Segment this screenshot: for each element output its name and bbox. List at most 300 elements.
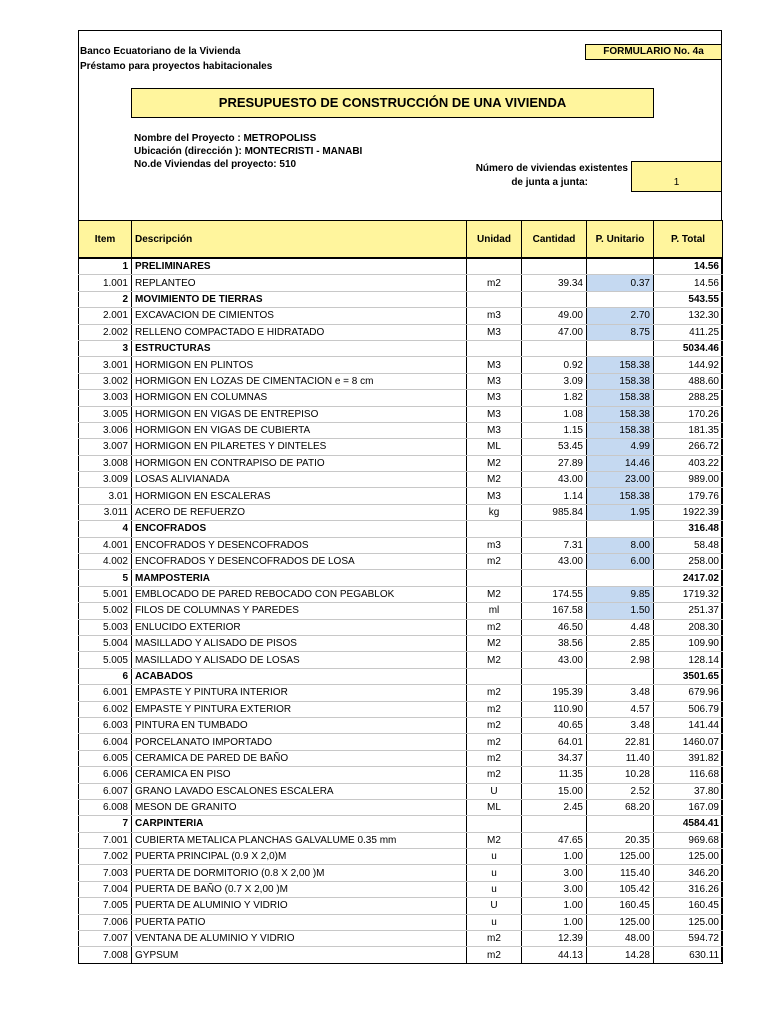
quantity-cell: 43.00 (522, 472, 587, 488)
quantity-cell: 43.00 (522, 554, 587, 570)
quantity-cell: 3.09 (522, 373, 587, 389)
total-price-cell: 288.25 (654, 390, 723, 406)
unit-cell: u (467, 865, 522, 881)
unit-price-cell: 1.95 (587, 504, 654, 520)
unit-cell: U (467, 898, 522, 914)
item-cell: 3.005 (79, 406, 132, 422)
section-row (79, 668, 723, 684)
description-cell: REPLANTEO (132, 275, 467, 291)
total-price-cell: 403.22 (654, 455, 723, 471)
total-price-cell: 167.09 (654, 799, 723, 815)
total-price-cell: 128.14 (654, 652, 723, 668)
item-cell: 2.002 (79, 324, 132, 340)
item-cell: 7.004 (79, 881, 132, 897)
quantity-cell: 1.82 (522, 390, 587, 406)
quantity-cell: 12.39 (522, 931, 587, 947)
section-row (79, 258, 723, 275)
unit-cell (467, 668, 522, 684)
unit-cell: m2 (467, 750, 522, 766)
item-cell: 6.002 (79, 701, 132, 717)
unit-price-cell: 8.75 (587, 324, 654, 340)
total-price-cell: 109.90 (654, 635, 723, 651)
unit-price-cell: 23.00 (587, 472, 654, 488)
total-price-cell: 488.60 (654, 373, 723, 389)
quantity-cell: 3.00 (522, 865, 587, 881)
quantity-cell: 39.34 (522, 275, 587, 291)
item-cell: 5.002 (79, 603, 132, 619)
project-homes: No.de Viviendas del proyecto: 510 (134, 159, 297, 170)
unit-cell: M2 (467, 586, 522, 602)
unit-cell: m2 (467, 947, 522, 963)
quantity-cell: 40.65 (522, 717, 587, 733)
unit-price-cell: 9.85 (587, 586, 654, 602)
item-cell: 7.003 (79, 865, 132, 881)
quantity-cell: 11.35 (522, 767, 587, 783)
item-cell: 3.007 (79, 439, 132, 455)
description-cell: RELLENO COMPACTADO E HIDRATADO (132, 324, 467, 340)
quantity-cell: 3.00 (522, 881, 587, 897)
org-name: Banco Ecuatoriano de la Vivienda (80, 46, 241, 57)
quantity-cell: 64.01 (522, 734, 587, 750)
total-price-cell: 14.56 (654, 275, 723, 291)
section-row (79, 521, 723, 537)
table-row (79, 767, 723, 783)
unit-cell: u (467, 881, 522, 897)
table-row (79, 504, 723, 520)
unit-price-cell: 158.38 (587, 390, 654, 406)
description-cell: MOVIMIENTO DE TIERRAS (132, 291, 467, 307)
description-cell: MASILLADO Y ALISADO DE LOSAS (132, 652, 467, 668)
unit-price-cell (587, 570, 654, 586)
item-cell: 5.004 (79, 635, 132, 651)
unit-cell: ml (467, 603, 522, 619)
item-cell: 4.001 (79, 537, 132, 553)
unit-cell: M2 (467, 652, 522, 668)
unit-price-cell: 158.38 (587, 422, 654, 438)
quantity-cell: 27.89 (522, 455, 587, 471)
item-cell: 6.006 (79, 767, 132, 783)
item-cell: 2 (79, 291, 132, 307)
unit-cell: m2 (467, 931, 522, 947)
description-cell: CERAMICA EN PISO (132, 767, 467, 783)
description-cell: ACABADOS (132, 668, 467, 684)
total-price-cell: 5034.46 (654, 340, 723, 356)
unit-price-cell: 2.85 (587, 635, 654, 651)
table-row (79, 701, 723, 717)
description-cell: ESTRUCTURAS (132, 340, 467, 356)
item-cell: 3.011 (79, 504, 132, 520)
unit-cell: m3 (467, 308, 522, 324)
table-row (79, 537, 723, 553)
item-cell: 3 (79, 340, 132, 356)
description-cell: CUBIERTA METALICA PLANCHAS GALVALUME 0.35 mm (132, 832, 467, 848)
description-cell: ENCOFRADOS (132, 521, 467, 537)
quantity-cell: 44.13 (522, 947, 587, 963)
section-row (79, 570, 723, 586)
document-title: PRESUPUESTO DE CONSTRUCCIÓN DE UNA VIVIENDA (131, 88, 654, 118)
unit-cell: ML (467, 439, 522, 455)
unit-price-cell: 48.00 (587, 931, 654, 947)
unit-price-cell (587, 258, 654, 275)
description-cell: HORMIGON EN VIGAS DE CUBIERTA (132, 422, 467, 438)
quantity-cell (522, 258, 587, 275)
quantity-cell: 43.00 (522, 652, 587, 668)
total-price-cell: 170.26 (654, 406, 723, 422)
total-price-cell: 411.25 (654, 324, 723, 340)
unit-cell: M3 (467, 390, 522, 406)
unit-cell: m2 (467, 685, 522, 701)
quantity-cell: 34.37 (522, 750, 587, 766)
total-price-cell: 37.80 (654, 783, 723, 799)
item-cell: 4.002 (79, 554, 132, 570)
unit-cell (467, 570, 522, 586)
item-cell: 3.008 (79, 455, 132, 471)
unit-cell: M3 (467, 324, 522, 340)
quantity-cell: 38.56 (522, 635, 587, 651)
table-row (79, 619, 723, 635)
table-row (79, 734, 723, 750)
table-row (79, 898, 723, 914)
table-row (79, 750, 723, 766)
table-row (79, 717, 723, 733)
item-cell: 7 (79, 816, 132, 832)
unit-price-cell (587, 340, 654, 356)
description-cell: PORCELANATO IMPORTADO (132, 734, 467, 750)
unit-cell: M2 (467, 832, 522, 848)
total-price-cell: 116.68 (654, 767, 723, 783)
description-cell: ENCOFRADOS Y DESENCOFRADOS DE LOSA (132, 554, 467, 570)
table-row (79, 390, 723, 406)
description-cell: HORMIGON EN COLUMNAS (132, 390, 467, 406)
column-header-total-price: P. Total (654, 221, 723, 259)
unit-price-cell: 68.20 (587, 799, 654, 815)
existing-homes-value: 1 (631, 161, 722, 192)
unit-price-cell: 115.40 (587, 865, 654, 881)
unit-cell: m2 (467, 275, 522, 291)
table-row (79, 406, 723, 422)
unit-price-cell: 22.81 (587, 734, 654, 750)
unit-price-cell: 160.45 (587, 898, 654, 914)
description-cell: CERAMICA DE PARED DE BAÑO (132, 750, 467, 766)
unit-price-cell (587, 521, 654, 537)
column-header-unit-price: P. Unitario (587, 221, 654, 259)
total-price-cell: 969.68 (654, 832, 723, 848)
total-price-cell: 2417.02 (654, 570, 723, 586)
item-cell: 5.005 (79, 652, 132, 668)
total-price-cell: 125.00 (654, 849, 723, 865)
unit-cell: M3 (467, 488, 522, 504)
item-cell: 2.001 (79, 308, 132, 324)
table-row (79, 947, 723, 963)
description-cell: HORMIGON EN VIGAS DE ENTREPISO (132, 406, 467, 422)
column-header-unit: Unidad (467, 221, 522, 259)
description-cell: ACERO DE REFUERZO (132, 504, 467, 520)
table-row (79, 275, 723, 291)
quantity-cell (522, 521, 587, 537)
total-price-cell: 630.11 (654, 947, 723, 963)
table-row (79, 439, 723, 455)
description-cell: PUERTA DE BAÑO (0.7 X 2,00 )M (132, 881, 467, 897)
item-cell: 6.008 (79, 799, 132, 815)
table-row (79, 931, 723, 947)
quantity-cell: 1.08 (522, 406, 587, 422)
column-header-item: Item (79, 221, 132, 259)
item-cell: 4 (79, 521, 132, 537)
quantity-cell: 0.92 (522, 357, 587, 373)
unit-price-cell: 158.38 (587, 357, 654, 373)
column-header-description: Descripción (132, 221, 467, 259)
quantity-cell: 1.00 (522, 898, 587, 914)
quantity-cell: 46.50 (522, 619, 587, 635)
quantity-cell: 47.00 (522, 324, 587, 340)
table-row (79, 881, 723, 897)
quantity-cell: 15.00 (522, 783, 587, 799)
column-header-quantity: Cantidad (522, 221, 587, 259)
unit-cell: m2 (467, 717, 522, 733)
description-cell: HORMIGON EN ESCALERAS (132, 488, 467, 504)
unit-price-cell: 4.57 (587, 701, 654, 717)
form-number-label: FORMULARIO No. 4a (585, 44, 722, 60)
total-price-cell: 132.30 (654, 308, 723, 324)
table-row (79, 373, 723, 389)
description-cell: PUERTA DE DORMITORIO (0.8 X 2,00 )M (132, 865, 467, 881)
unit-cell (467, 816, 522, 832)
unit-cell (467, 340, 522, 356)
item-cell: 6.007 (79, 783, 132, 799)
total-price-cell: 391.82 (654, 750, 723, 766)
quantity-cell: 167.58 (522, 603, 587, 619)
total-price-cell: 989.00 (654, 472, 723, 488)
total-price-cell: 1460.07 (654, 734, 723, 750)
unit-price-cell: 125.00 (587, 849, 654, 865)
total-price-cell: 160.45 (654, 898, 723, 914)
table-row (79, 685, 723, 701)
item-cell: 3.01 (79, 488, 132, 504)
description-cell: ENLUCIDO EXTERIOR (132, 619, 467, 635)
item-cell: 3.006 (79, 422, 132, 438)
total-price-cell: 316.48 (654, 521, 723, 537)
description-cell: VENTANA DE ALUMINIO Y VIDRIO (132, 931, 467, 947)
item-cell: 6.005 (79, 750, 132, 766)
unit-price-cell: 2.52 (587, 783, 654, 799)
total-price-cell: 258.00 (654, 554, 723, 570)
table-row (79, 586, 723, 602)
item-cell: 1 (79, 258, 132, 275)
total-price-cell: 594.72 (654, 931, 723, 947)
quantity-cell: 1.00 (522, 914, 587, 930)
item-cell: 5.003 (79, 619, 132, 635)
unit-price-cell (587, 668, 654, 684)
table-row (79, 488, 723, 504)
unit-price-cell: 2.70 (587, 308, 654, 324)
unit-cell: m2 (467, 554, 522, 570)
quantity-cell: 49.00 (522, 308, 587, 324)
item-cell: 3.009 (79, 472, 132, 488)
table-row (79, 783, 723, 799)
description-cell: EMPASTE Y PINTURA EXTERIOR (132, 701, 467, 717)
item-cell: 7.001 (79, 832, 132, 848)
total-price-cell: 251.37 (654, 603, 723, 619)
description-cell: GRANO LAVADO ESCALONES ESCALERA (132, 783, 467, 799)
item-cell: 1.001 (79, 275, 132, 291)
total-price-cell: 141.44 (654, 717, 723, 733)
quantity-cell: 53.45 (522, 439, 587, 455)
unit-price-cell: 2.98 (587, 652, 654, 668)
total-price-cell: 144.92 (654, 357, 723, 373)
unit-price-cell: 14.28 (587, 947, 654, 963)
quantity-cell: 47.65 (522, 832, 587, 848)
table-row (79, 914, 723, 930)
total-price-cell: 506.79 (654, 701, 723, 717)
unit-cell: m3 (467, 537, 522, 553)
quantity-cell: 174.55 (522, 586, 587, 602)
item-cell: 7.002 (79, 849, 132, 865)
item-cell: 6.004 (79, 734, 132, 750)
quantity-cell: 7.31 (522, 537, 587, 553)
unit-cell (467, 258, 522, 275)
unit-price-cell: 3.48 (587, 685, 654, 701)
item-cell: 7.008 (79, 947, 132, 963)
total-price-cell: 543.55 (654, 291, 723, 307)
quantity-cell: 1.14 (522, 488, 587, 504)
description-cell: HORMIGON EN PLINTOS (132, 357, 467, 373)
unit-cell: m2 (467, 734, 522, 750)
description-cell: MAMPOSTERIA (132, 570, 467, 586)
quantity-cell: 1.00 (522, 849, 587, 865)
unit-price-cell: 6.00 (587, 554, 654, 570)
project-name: Nombre del Proyecto : METROPOLISS (134, 133, 317, 144)
table-row (79, 832, 723, 848)
unit-cell: m2 (467, 701, 522, 717)
unit-price-cell (587, 816, 654, 832)
description-cell: LOSAS ALIVIANADA (132, 472, 467, 488)
unit-cell: u (467, 849, 522, 865)
item-cell: 7.007 (79, 931, 132, 947)
total-price-cell: 346.20 (654, 865, 723, 881)
unit-cell: U (467, 783, 522, 799)
description-cell: MESON DE GRANITO (132, 799, 467, 815)
unit-cell: m2 (467, 767, 522, 783)
table-row (79, 799, 723, 815)
item-cell: 3.002 (79, 373, 132, 389)
project-info (134, 132, 362, 171)
unit-cell: u (467, 914, 522, 930)
total-price-cell: 14.56 (654, 258, 723, 275)
unit-price-cell: 10.28 (587, 767, 654, 783)
item-cell: 6.001 (79, 685, 132, 701)
unit-cell: M3 (467, 373, 522, 389)
section-row (79, 816, 723, 832)
item-cell: 6 (79, 668, 132, 684)
unit-cell: M3 (467, 422, 522, 438)
description-cell: PUERTA PRINCIPAL (0.9 X 2,0)M (132, 849, 467, 865)
description-cell: FILOS DE COLUMNAS Y PAREDES (132, 603, 467, 619)
total-price-cell: 4584.41 (654, 816, 723, 832)
unit-price-cell: 1.50 (587, 603, 654, 619)
table-row (79, 635, 723, 651)
organization-header (80, 44, 272, 74)
unit-cell: M3 (467, 357, 522, 373)
description-cell: PUERTA DE ALUMINIO Y VIDRIO (132, 898, 467, 914)
quantity-cell: 195.39 (522, 685, 587, 701)
existing-homes-label (460, 162, 628, 190)
description-cell: GYPSUM (132, 947, 467, 963)
table-row (79, 603, 723, 619)
table-row (79, 472, 723, 488)
unit-price-cell: 105.42 (587, 881, 654, 897)
unit-price-cell: 4.48 (587, 619, 654, 635)
description-cell: PRELIMINARES (132, 258, 467, 275)
quantity-cell: 110.90 (522, 701, 587, 717)
total-price-cell: 1922.39 (654, 504, 723, 520)
item-cell: 5 (79, 570, 132, 586)
budget-table (78, 220, 723, 964)
quantity-cell (522, 570, 587, 586)
existing-label-line2: de junta a junta: (511, 177, 588, 188)
quantity-cell: 2.45 (522, 799, 587, 815)
table-row (79, 865, 723, 881)
quantity-cell (522, 816, 587, 832)
item-cell: 7.005 (79, 898, 132, 914)
table-header-row (79, 221, 723, 259)
unit-cell: ML (467, 799, 522, 815)
description-cell: MASILLADO Y ALISADO DE PISOS (132, 635, 467, 651)
item-cell: 7.006 (79, 914, 132, 930)
unit-price-cell: 125.00 (587, 914, 654, 930)
unit-price-cell: 4.99 (587, 439, 654, 455)
unit-cell: M2 (467, 472, 522, 488)
description-cell: PINTURA EN TUMBADO (132, 717, 467, 733)
org-subtitle: Préstamo para proyectos habitacionales (80, 61, 273, 72)
total-price-cell: 58.48 (654, 537, 723, 553)
unit-price-cell: 0.37 (587, 275, 654, 291)
table-row (79, 455, 723, 471)
table-row (79, 324, 723, 340)
quantity-cell (522, 340, 587, 356)
unit-cell (467, 291, 522, 307)
section-row (79, 340, 723, 356)
quantity-cell: 985.84 (522, 504, 587, 520)
total-price-cell: 125.00 (654, 914, 723, 930)
quantity-cell (522, 291, 587, 307)
table-row (79, 422, 723, 438)
unit-cell (467, 521, 522, 537)
unit-price-cell: 11.40 (587, 750, 654, 766)
table-row (79, 357, 723, 373)
unit-price-cell: 3.48 (587, 717, 654, 733)
unit-price-cell (587, 291, 654, 307)
unit-price-cell: 14.46 (587, 455, 654, 471)
total-price-cell: 316.26 (654, 881, 723, 897)
unit-price-cell: 20.35 (587, 832, 654, 848)
description-cell: EMPASTE Y PINTURA INTERIOR (132, 685, 467, 701)
total-price-cell: 181.35 (654, 422, 723, 438)
description-cell: EXCAVACION DE CIMIENTOS (132, 308, 467, 324)
table-row (79, 849, 723, 865)
table-row (79, 554, 723, 570)
description-cell: HORMIGON EN PILARETES Y DINTELES (132, 439, 467, 455)
table-row (79, 652, 723, 668)
total-price-cell: 1719.32 (654, 586, 723, 602)
total-price-cell: 179.76 (654, 488, 723, 504)
unit-price-cell: 158.38 (587, 373, 654, 389)
item-cell: 3.001 (79, 357, 132, 373)
unit-price-cell: 158.38 (587, 488, 654, 504)
project-location: Ubicación (dirección ): MONTECRISTI - MANABI (134, 146, 363, 157)
total-price-cell: 679.96 (654, 685, 723, 701)
unit-price-cell: 8.00 (587, 537, 654, 553)
description-cell: CARPINTERIA (132, 816, 467, 832)
